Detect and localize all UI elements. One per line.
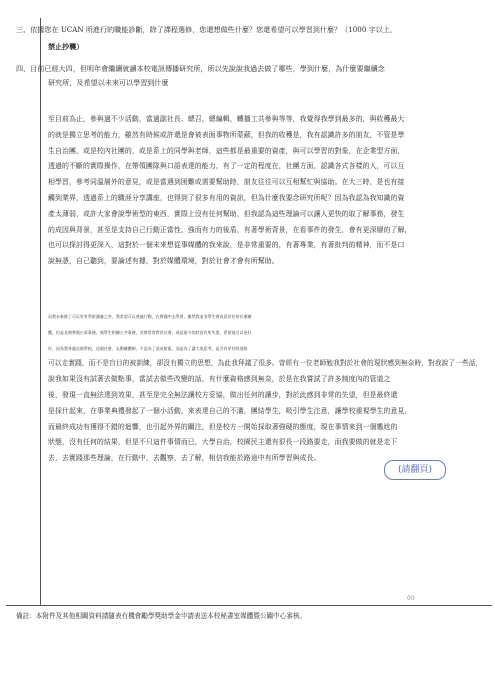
question-3-text: 三、依據您在 UCAN 所進行的職能診斷，除了課程選修，您還想做些什麼？您還希望可以學習到什麼？（1000 字以上， — [16, 25, 397, 34]
left-margin-line — [40, 18, 41, 606]
essay-line: 後，發現一直無法達到效果，甚至是完全無法讓校方妥協，做出任何的讓步，對於此感到非常的失望，但是最終還 — [48, 390, 398, 399]
essay-line: 而我未來除了可以更有學術涵養之外，我希望可以透過行動，在實踐中去學習，雖然我並非學生會成員於任何社運團 — [48, 314, 252, 319]
essay-line: 好，因為我身處這個學校，這個社會，去衡擁體制，不是為了造成紛亂，而是為了讓大家思考，是否有更好的道路 — [48, 345, 248, 351]
essay-line: 去，去實踐那些理論，在行動中，去觀察，去了解，相信我能於路途中有所學習與成長。 — [48, 454, 321, 463]
essay-line: 觸到業界，透過系上的職涯分享講座，也得到了很多有用的資訊，但為什麼我要念研究所呢？因為我認為我知識的資 — [48, 193, 405, 202]
footer-note: 備註：本附件及其他相關資料請隨表有機會勵學獎助學金申請表送本校秘書室媒體暨公關中心審核。 — [16, 612, 307, 620]
essay-line: 的就是獨立思考的能力，雖然有時候或許還是會被表面事物所蒙蔽，但我的收穫是，我有認識許多的朋友，不管是學 — [48, 130, 405, 139]
essay-line: 透過的不斷的實際操作，在帶領團隊與口語表達的能力，有了一定的程度在，社團方面，認識各式各樣的人，可以互 — [48, 162, 405, 171]
essay-line: 說我如果沒有試著去做點事，當試去做些改變的話，有什麼資格感到無奈，於是在我嘗試了許多制度內的管道之 — [48, 375, 391, 384]
essay-line: 相學習，參考同溫層外的意見，或是當遇到困難或需要幫助時，朋友往往可以互相幫忙與協助。在大三時，是也有接 — [48, 178, 405, 187]
essay-line: 至目前為止，參與過不少活動，當過副社長、總召，總編輯，轉播工共參與等等，我覺得我學到最多的，與收穫最大 — [48, 115, 405, 123]
turn-page-stamp: (請翻頁) — [384, 460, 446, 480]
essay-paragraph-1 — [48, 112, 412, 270]
essay-paragraph-2 — [48, 309, 482, 467]
essay-line: 可以走實踐，而不是盲目的被訓練，卻沒有獨立的思想，為此我拜議了很多。曾經有一位老師勉我對於社會的現狀感到無奈時，對我說了一些話， — [48, 359, 483, 368]
question-3-note: 禁止抄襲） — [48, 42, 84, 51]
essay-line: 是採什起來，在事業典禮發起了一個小活動，來表達自己的不滿，團結學生，吸引學生注意，讓學校重視學生的意見， — [48, 406, 412, 415]
footer-divider — [6, 605, 492, 606]
essay-line: 而最終成功有獲得不錯的迴響，也引起外界的關注，但是校方一開始採取著強硬的態度，現在事情來到一個尷尬的 — [48, 422, 398, 431]
essay-line: 也可以探討得更深入，這對於一個未來想從事媒體的我來說，是非常重要的，有著專業，有著批判的精神，而不是口 — [48, 241, 405, 250]
essay-line: 產太薄弱，或許大家會說學術型的東西，實際上沒有任何幫助，但我認為這些理論可以讓人更快的取了解事務，發生 — [48, 209, 405, 218]
essay-line: 生自治團，或是校內社團的，或是系上的同學與老師，這些都是最重要的資產，與可以學習的對象，在企業型方面， — [48, 146, 405, 155]
essay-line: 體，但是長期參與公眾事務，與學生相關公共事務，其實常常對於社會，或是現今的狀況有所失望，希望他可以更好， — [48, 329, 256, 335]
essay-line: 的成因與背景，甚至是支持自己行動正當性，強而有力的後盾，有著學術背景，在看事件的發生，會有更深層的了解， — [48, 225, 412, 234]
corner-mark: 00 — [407, 595, 415, 602]
essay-line: 狀態，沒有任何的結果，但是不只這件事情而已，大學自治，校園民主還有很長一段路要走，而我要做的就是走下 — [48, 438, 398, 447]
essay-line: 說無憑，自己聽到，要論述有據，對於媒體環境，對於社會才會有所幫助。 — [48, 257, 279, 266]
question-4-text: 四、目前已經大四，但明年會繼續就讀本校電訊傳播研究所，所以先說說我過去做了哪些，學到什麼，為什麼要繼續念 — [16, 64, 385, 73]
question-4-text-continued: 研究所，及希望以未來可以學習到什麼 — [48, 78, 169, 87]
